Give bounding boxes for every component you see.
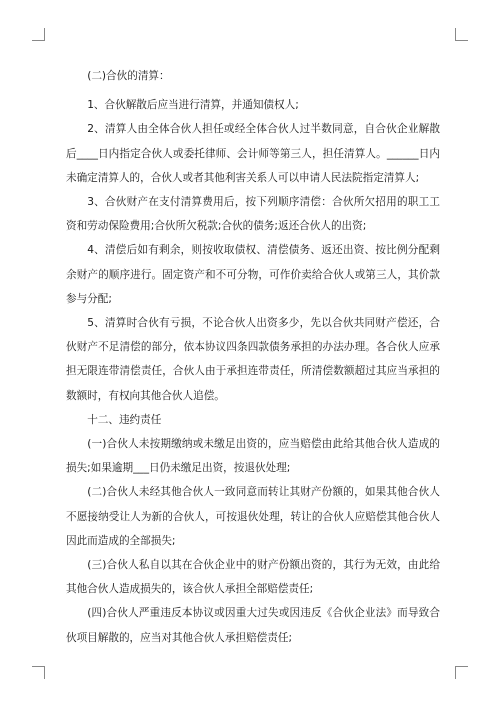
clause-3-payment-order: 3、合伙财产在支付清算费用后，按下列顺序清偿：合伙所欠招用的职工工资和劳动保险费用;合伙所欠税款;合伙的债务;返还合伙人的出资; <box>66 196 440 233</box>
section-heading-breach: 十二、违约责任 <box>87 413 162 426</box>
breach-clause-4: (四)合伙人严重违反本协议或因重大过失或因违反《合伙企业法》而导致合伙项目解散的，应当对其他合伙人承担赔偿责任; <box>66 607 440 644</box>
clause-4-remaining-assets: 4、清偿后如有剩余，则按收取债权、清偿债务、返还出资、按比例分配剩余财产的顺序进行。固定资产和不可分物，可作价卖给合伙人或第三人，其价款参与分配; <box>66 244 440 305</box>
crop-mark-bottom-left <box>32 666 45 679</box>
breach-clause-2: (二)合伙人未经其他合伙人一致同意而转让其财产份额的，如果其他合伙人不愿接纳受让人为新的合伙人，可按退伙处理，转让的合伙人应赔偿其他合伙人因此而造成的全部损失; <box>66 486 440 547</box>
clause-5-losses: 5、清算时合伙有亏损，不论合伙人出资多少，先以合伙共同财产偿还，合伙财产不足清偿的部分，依本协议四条四款债务承担的办法办理。各合伙人应承担无限连带清偿责任，合伙人由于承担连带责任，所清偿数额超过其应当承担的数额时，有权向其他合伙人追偿。 <box>66 317 440 402</box>
section-heading-liquidation: (二)合伙的清算： <box>87 70 170 82</box>
crop-mark-top-right <box>455 28 468 41</box>
document-body <box>66 64 440 650</box>
breach-clause-1: (一)合伙人未按期缴纳或未缴足出资的，应当赔偿由此给其他合伙人造成的损失;如果逾期___日仍未缴足出资，按退伙处理; <box>66 438 440 475</box>
breach-clause-3: (三)合伙人私自以其在合伙企业中的财产份额出资的，其行为无效，由此给其他合伙人造成损失的，该合伙人承担全部赔偿责任; <box>66 559 440 596</box>
clause-1-notify-creditors: 1、合伙解散后应当进行清算，并通知债权人; <box>87 99 299 112</box>
clause-2-liquidator: 2、清算人由全体合伙人担任或经全体合伙人过半数同意，自合伙企业解散后____日内指定合伙人或委托律师、会计师等第三人，担任清算人。______日内未确定清算人的，合伙人或者其他利害关系人可以申请人民法院指定清算人; <box>66 123 440 184</box>
crop-mark-bottom-right <box>455 666 468 679</box>
crop-mark-top-left <box>32 28 45 41</box>
